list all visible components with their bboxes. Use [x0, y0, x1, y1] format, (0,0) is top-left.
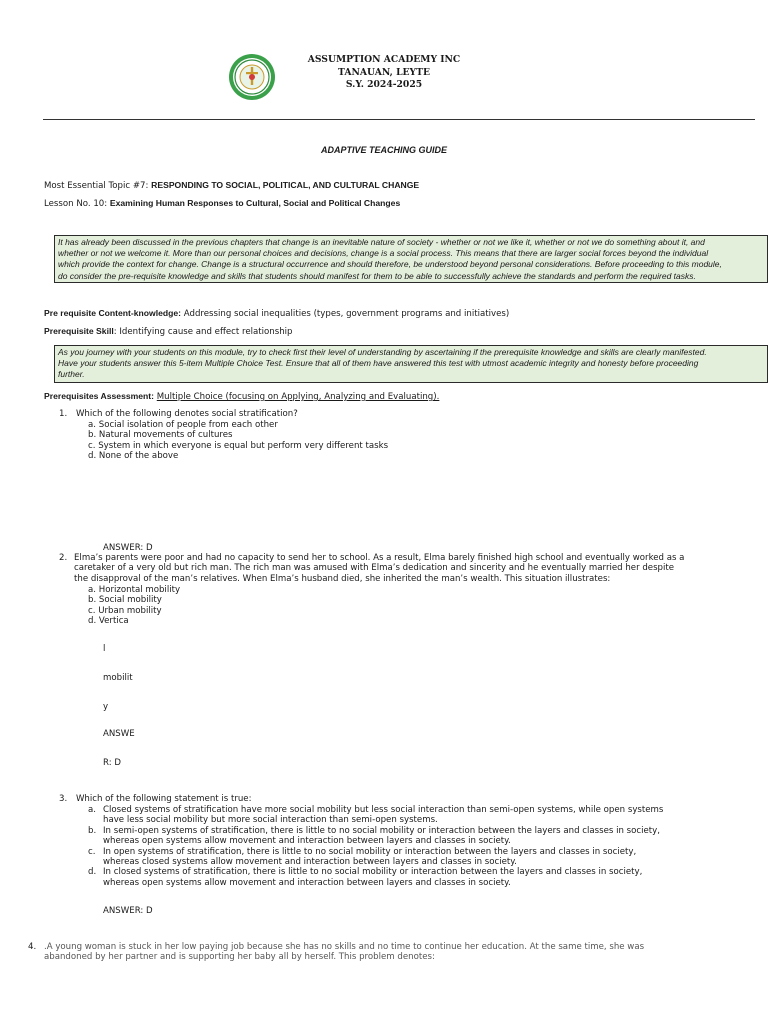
assessment-line	[44, 391, 439, 402]
option-b: b. Social mobility	[88, 595, 162, 606]
intro-line: which provide the context for change. Change is a structural occurrence and should therefore, be understood beyond personal considerations. Before proceeding to this module,	[58, 259, 722, 270]
prereq-content-line	[44, 308, 509, 319]
option-d: d. In closed systems of stratification, there is little to no social mobility or interaction between the layers and classes in society, whereas open systems allow movement and interaction between layers and classes in society.	[88, 867, 643, 888]
question-text: Which of the following statement is true:	[75, 794, 252, 804]
option-d: d. Vertica	[88, 616, 129, 627]
intro-line: whether or not we welcome it. More than our personal choices and decisions, change is a social process. This means that there are larger social forces beyond the individual	[58, 248, 709, 259]
school-name: ASSUMPTION ACADEMY INC	[307, 54, 461, 65]
question-1	[59, 409, 298, 419]
fragment-text: mobilit	[103, 673, 133, 683]
school-location: TANAUAN, LEYTE	[338, 66, 430, 78]
option-a: a. Closed systems of stratification have more social mobility but less social interaction than semi-open systems, while open systems have less social mobility but more social interaction than semi-open systems.	[88, 805, 664, 826]
fragment-text: ANSWE	[103, 729, 135, 739]
prereq-box-line: Have your students answer this 5-item Multiple Choice Test. Ensure that all of them have answered this test with utmost academic integrity and honesty before proceeding	[58, 358, 699, 369]
question-2-text: Elma’s parents were poor and had no capacity to send her to school. As a result, Elma barely finished high school and eventually worked as a caretaker of a very old but rich man. The rich man was amused with Elma’s dedication and sincerity and he eventually married her despite the disapproval of the man’s relatives. When Elma’s husband died, she inherited the man’s wealth. This situation illustrates:	[74, 553, 685, 584]
prereq-skill-line	[44, 326, 293, 337]
school-seal-logo	[228, 53, 276, 101]
fragment-text: l	[103, 644, 106, 654]
school-header	[300, 54, 468, 92]
question-4-text: .A young woman is stuck in her low paying job because she has no skills and no time to continue her education. At the same time, she was abandoned by her partner and is supporting her baby all by herself. This problem denotes:	[44, 942, 645, 963]
option-d: d. None of the above	[88, 451, 179, 462]
question-1-answer: ANSWER: D	[103, 543, 153, 553]
topic-label: Most Essential Topic #7:	[44, 181, 149, 191]
guide-title: ADAPTIVE TEACHING GUIDE	[320, 145, 447, 155]
question-2-number: 2.	[59, 553, 68, 563]
option-c: c. In open systems of stratification, there is little to no social mobility or interaction between the layers and classes in society, whereas closed systems allow movement and interaction between layers and classes in society.	[88, 846, 637, 868]
prereq-skill-label: Prerequisite Skill	[44, 326, 114, 336]
fragment-text: y	[103, 702, 109, 712]
question-3-options	[88, 805, 663, 888]
prereq-box-line: As you journey with your students on this module, try to check first their level of understanding by ascertaining if the prerequisite knowledge and skills are clearly manifested.	[58, 347, 707, 357]
question-text: Which of the following denotes social stratification?	[75, 409, 298, 419]
topic-value: RESPONDING TO SOCIAL, POLITICAL, AND CULTURAL CHANGE	[151, 180, 420, 190]
question-2-options	[88, 585, 180, 627]
assessment-label: Prerequisites Assessment:	[44, 391, 155, 401]
option-b: b. In semi-open systems of stratification, there is little to no social mobility or interaction between the layers and classes in society, whereas open systems allow movement and interaction between layers and classes in society.	[88, 825, 660, 847]
question-number: 1.	[59, 409, 68, 419]
intro-line: do consider the pre-requisite knowledge and skills that students should manifest for them to be able to successfully achieve the standards and perform the required tasks.	[58, 270, 696, 281]
prereq-content-label: Pre requisite Content-knowledge:	[44, 308, 182, 318]
option-b: b. Natural movements of cultures	[88, 430, 233, 441]
assessment-value: Multiple Choice (focusing on Applying, Analyzing and Evaluating).	[156, 392, 440, 402]
lesson-value: Examining Human Responses to Cultural, Social and Political Changes	[109, 198, 401, 208]
question-3	[59, 794, 252, 804]
option-a: a. Social isolation of people from each other	[88, 420, 278, 430]
intro-box	[54, 235, 768, 283]
topic-line	[44, 180, 419, 191]
prereq-box	[54, 345, 768, 383]
school-year: S.Y. 2024-2025	[345, 79, 423, 90]
fragment-text: R: D	[103, 758, 121, 768]
prereq-content-value: Addressing social inequalities (types, government programs and initiatives)	[183, 309, 510, 319]
option-a: a. Horizontal mobility	[88, 585, 181, 595]
lesson-label: Lesson No. 10:	[44, 199, 108, 209]
prereq-skill-value: : Identifying cause and effect relationship	[113, 327, 293, 337]
lesson-line	[44, 198, 400, 209]
header-divider	[43, 119, 755, 120]
question-4-number: 4.	[28, 942, 37, 952]
question-number: 3.	[59, 794, 68, 804]
question-3-answer: ANSWER: D	[103, 906, 153, 916]
option-c: c. Urban mobility	[88, 605, 162, 616]
intro-line: It has already been discussed in the previous chapters that change is an inevitable nature of society - whether or not we like it, whether or not we do something about it, and	[58, 237, 705, 247]
question-1-options	[88, 420, 388, 462]
option-c: c. System in which everyone is equal but perform very different tasks	[88, 440, 389, 451]
prereq-box-line: further.	[58, 369, 85, 380]
